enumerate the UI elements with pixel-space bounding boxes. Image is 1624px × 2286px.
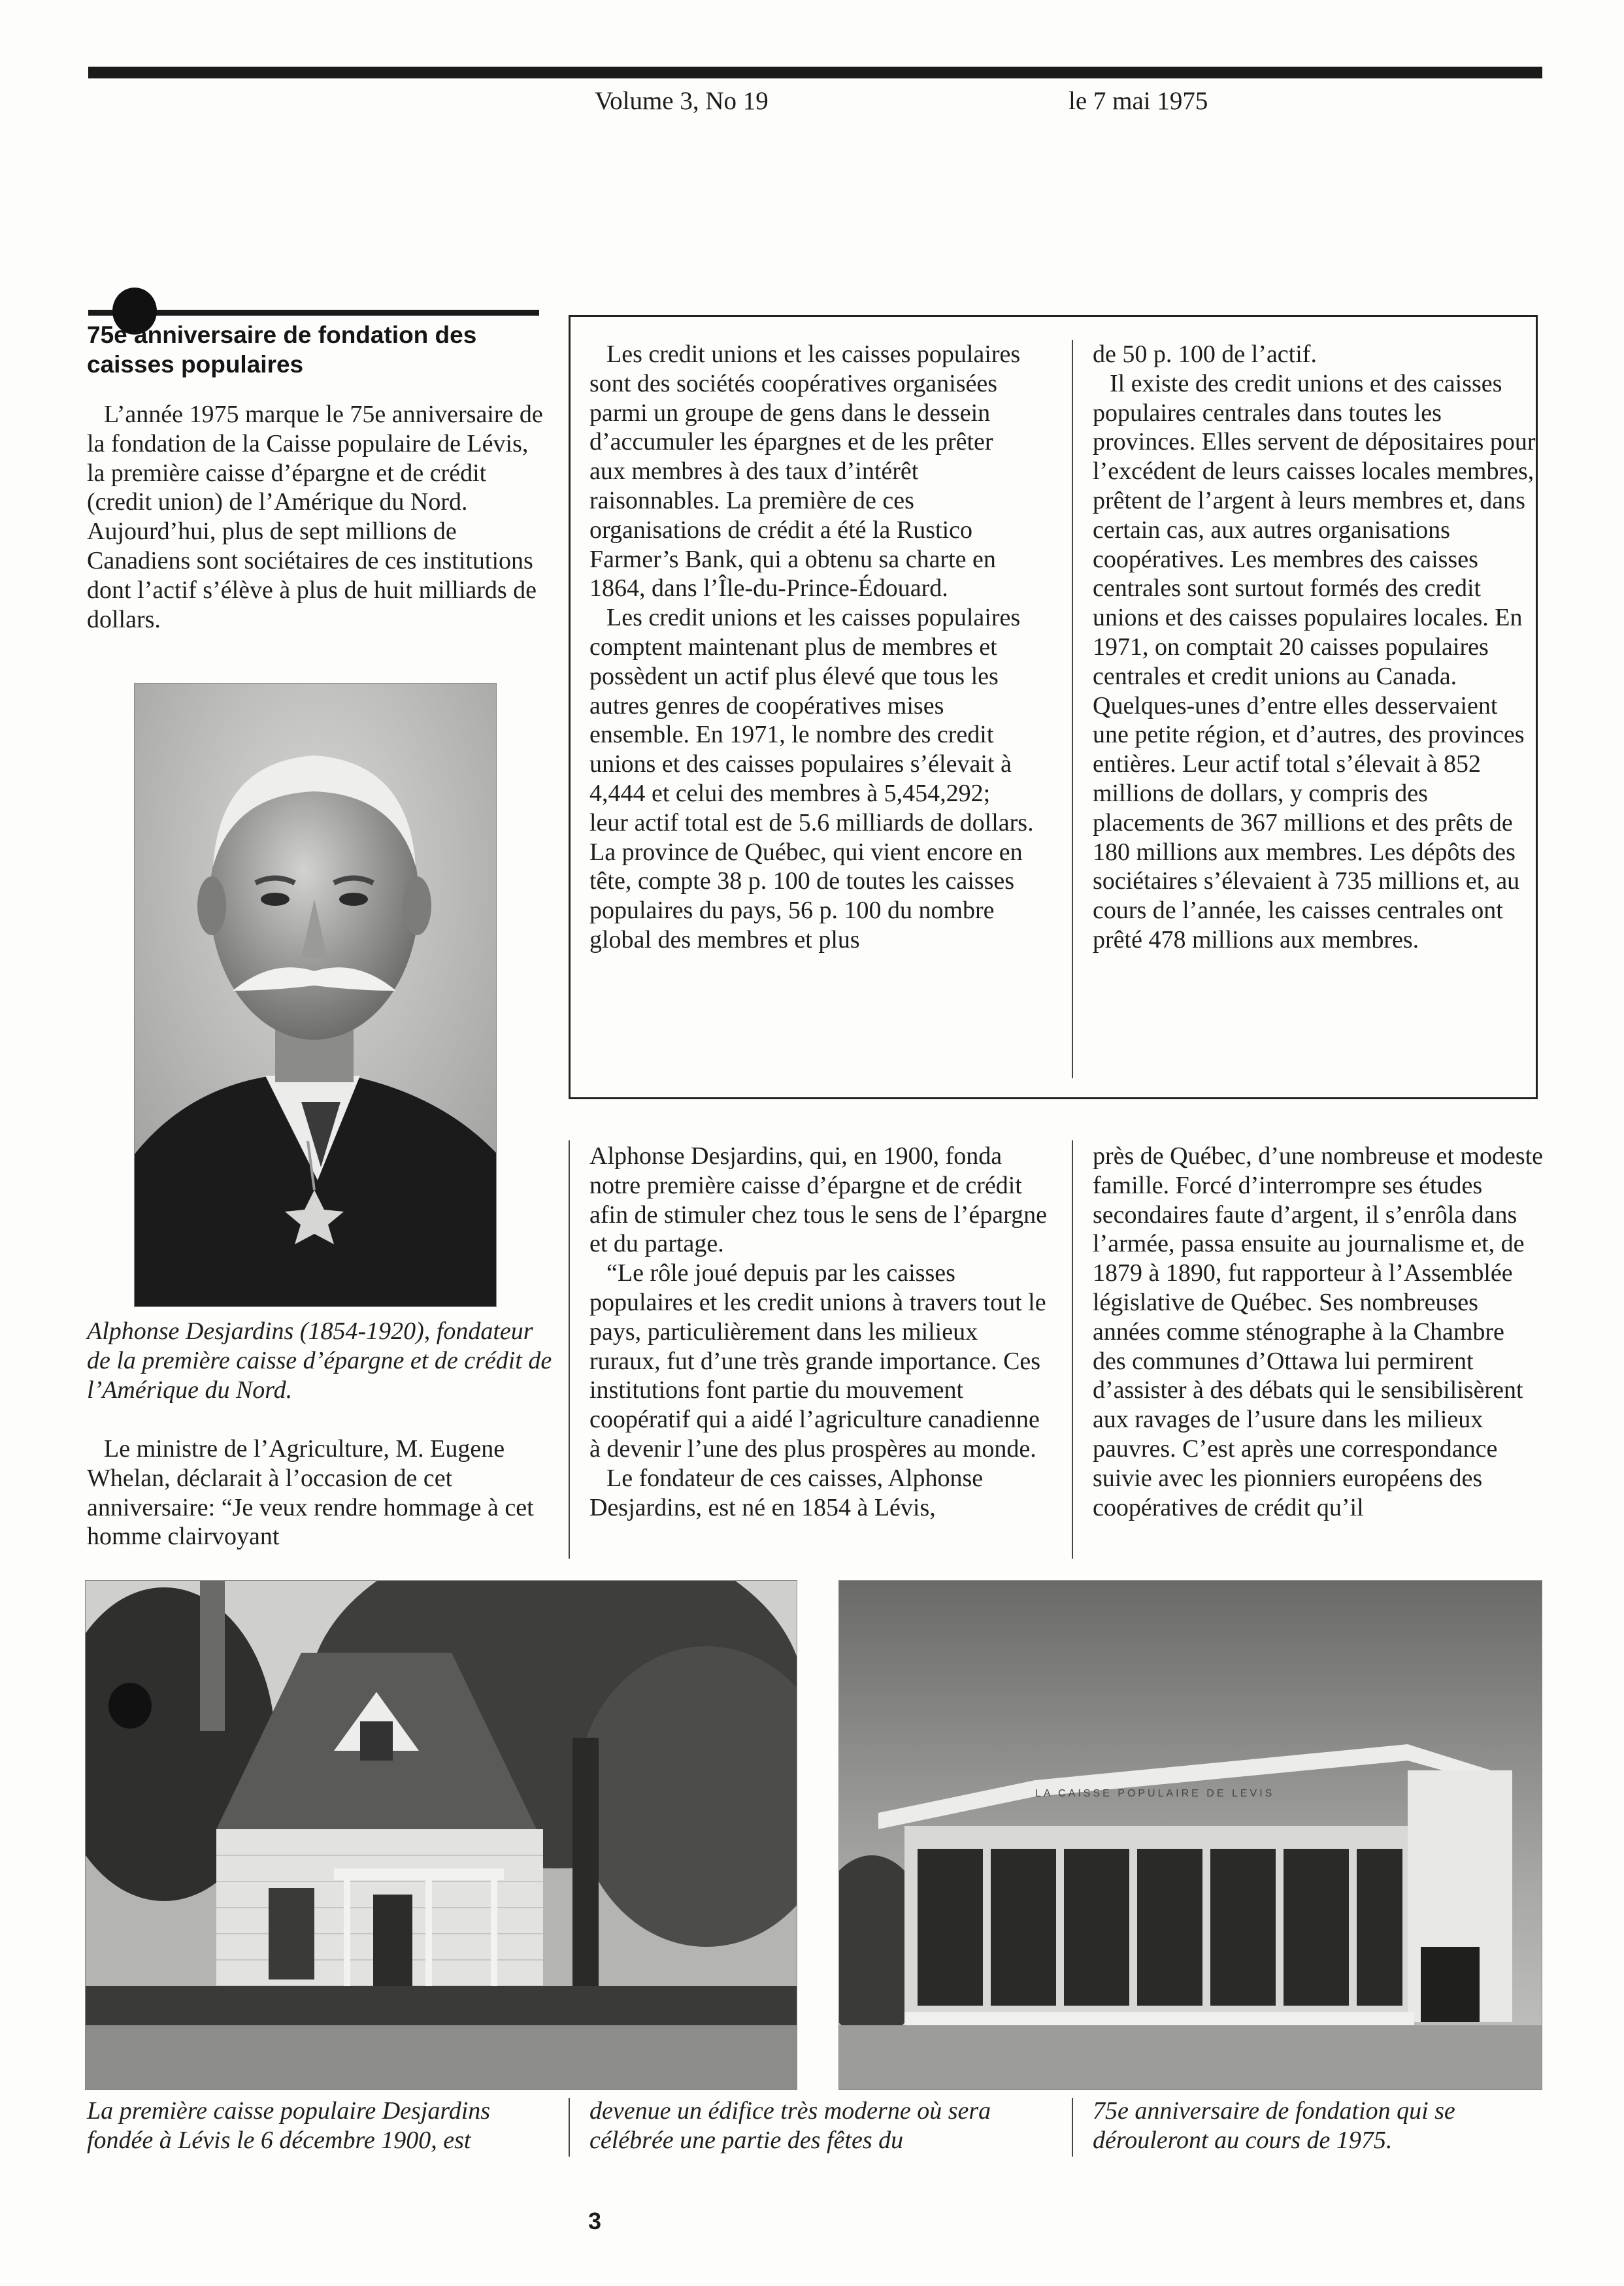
article-headline: 75e anniversaire de fondation des caisses populaires [87, 322, 477, 378]
issue-date: le 7 mai 1975 [1069, 87, 1208, 115]
col1-bottom-text [87, 1434, 557, 1551]
punch-hole-lower [108, 1683, 152, 1729]
box-left-paragraph-1: Les credit unions et les caisses populaires sont des sociétés coopératives organisées parmi un groupe de gens dans le dessein d’accumuler les épargnes et de les prêter aux membres à des taux d’intérêt raisonnables. La première de ces organisations de crédit a été la Rustico Farmer’s Bank, qui a obtenu sa charte en 1864, dans l’Île-du-Prince-Édouard. [589, 340, 1021, 603]
portrait-caption: Alphonse Desjardins (1854-1920), fondateur de la première caisse d’épargne et de crédit de l’Amérique du Nord. [87, 1317, 552, 1404]
box-right-paragraph-2: Il existe des credit unions et des caisses populaires centrales dans toutes les provinces. Elles servent de dépositaires pour l’excédent de leurs caisses locales membres, prêtent de l’argent à leurs membres et, dans certain cas, aux autres organisations coopératives. Les membres des caisses centrales sont surtout formés des credit unions et des caisses populaires locales. En 1971, on comptait 20 caisses populaires centrales et credit unions au Canada. Quelques-unes d’entre elles desservaient une petite région, et d’autres, des provinces entières. Leur actif total s’élevait à 852 millions de dollars, y compris des placements de 367 millions et des prêts de 180 millions aux membres. Les dépôts des sociétaires s’élevaient à 735 millions et, au cours de l’année, les caisses centrales ont prêté 478 millions aux membres. [1093, 369, 1536, 953]
col3-paragraph: près de Québec, d’une nombreuse et modeste famille. Forcé d’interrompre ses études secondaires faute d’argent, il s’enrôla dans l’armée, passa ensuite au journalisme et, de 1879 à 1890, fut rapporteur à l’Assemblée législative de Québec. Ses nombreuses années comme sténographe à la Chambre des communes d’Ottawa lui permirent d’assister à des débats qui le sensibilisèrent aux ravages de l’usure dans les milieux pauvres. C’est après une correspondance suivie avec les pionniers européens des coopératives de crédit qu’il [1093, 1142, 1544, 1521]
minister-paragraph: Le ministre de l’Agriculture, M. Eugene Whelan, déclarait à l’occasion de cet anniversaire: “Je veux rendre hommage à cet homme clairvoyant [87, 1435, 534, 1551]
bottom-caption-part-2: devenue un édifice très moderne où sera célébrée une partie des fêtes du [589, 2097, 991, 2154]
col2-paragraph-3: Le fondateur de ces caisses, Alphonse Desjardins, est né en 1854 à Lévis, [589, 1464, 984, 1521]
portrait-image [135, 684, 497, 1307]
col3-bottom-text [1093, 1142, 1544, 1522]
column-divider-2 [1072, 1140, 1073, 1559]
article-intro [87, 400, 544, 634]
portrait-photo [134, 683, 497, 1307]
modern-building-image [839, 1581, 1542, 2090]
top-rule [88, 67, 1542, 78]
page-number: 3 [588, 2208, 602, 2234]
bottom-caption-part-1: La première caisse populaire Desjardins fondée à Lévis le 6 décembre 1900, est [87, 2097, 491, 2154]
column-divider-1 [569, 1140, 570, 1559]
box-left-column [589, 340, 1034, 955]
modern-caisse-building-photo [838, 1580, 1542, 2090]
box-left-paragraph-2: Les credit unions et les caisses populaires comptent maintenant plus de membres et possèdent un actif plus élevé que tous les autres genres de coopératives mises ensemble. En 1971, le nombre des credit unions et des caisses populaires s’élevait à 4,444 et celui des membres à 5,454,292; leur actif total est de 5.6 milliards de dollars. La province de Québec, qui vient encore en tête, compte 38 p. 100 de toutes les caisses populaires du pays, 56 p. 100 du nombre global des membres et plus [589, 604, 1034, 953]
box-right-paragraph-1: de 50 p. 100 de l’actif. [1093, 340, 1317, 368]
issue-volume: Volume 3, No 19 [595, 87, 769, 115]
old-house-image [86, 1581, 797, 2090]
intro-paragraph: L’année 1975 marque le 75e anniversaire de la fondation de la Caisse populaire de Lévis, la première caisse d’épargne et de crédit (credit union) de l’Amérique du Nord. Aujourd’hui, plus de sept millions de Canadiens sont sociétaires de ces institutions dont l’actif s’élève à plus de huit milliards de dollars. [87, 401, 543, 633]
col2-paragraph-2: “Le rôle joué depuis par les caisses populaires et les credit unions à travers tout le pays, particulièrement dans les milieux ruraux, fut d’une très grande importance. Ces institutions font partie du mouvement coopératif qui a aidé l’agriculture canadienne à devenir l’une des plus prospères au monde. [589, 1259, 1046, 1463]
building-sign-text: LA CAISSE POPULAIRE DE LEVIS [1035, 1788, 1275, 1799]
box-column-divider [1072, 340, 1073, 1078]
caption-divider-1 [569, 2098, 570, 2157]
box-right-column [1093, 340, 1537, 955]
bottom-caption-part-3: 75e anniversaire de fondation qui se dérouleront au cours de 1975. [1093, 2097, 1455, 2154]
old-caisse-house-photo [85, 1580, 797, 2090]
caption-divider-2 [1072, 2098, 1073, 2157]
col2-bottom-text [589, 1142, 1047, 1522]
col2-paragraph-1: Alphonse Desjardins, qui, en 1900, fonda notre première caisse d’épargne et de crédit afin de stimuler chez tous le sens de l’épargne et du partage. [589, 1142, 1047, 1258]
